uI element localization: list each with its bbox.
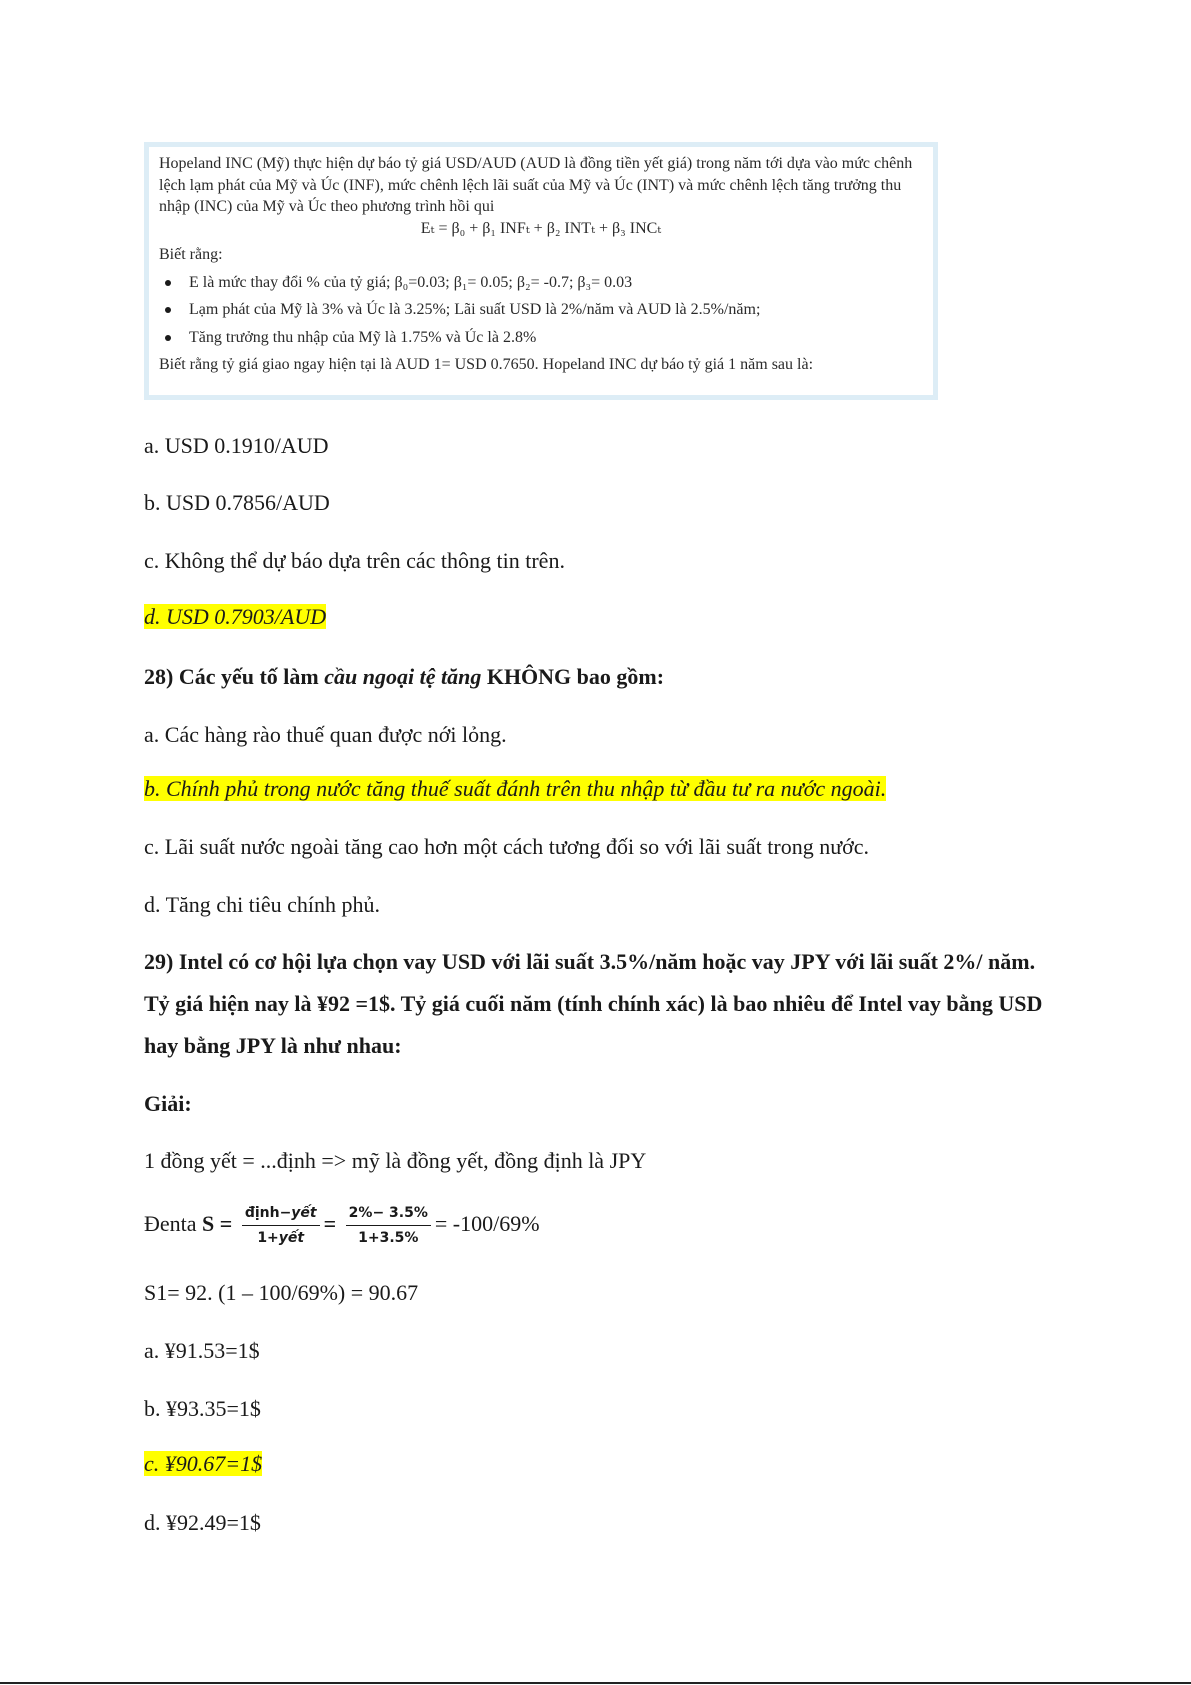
- num-part: −yết: [279, 1205, 317, 1222]
- question-27-closing: Biết rằng tỷ giá giao ngay hiện tại là AUD 1= USD 0.7650. Hopeland INC dự báo tỷ giá 1 năm sau là:: [159, 356, 814, 373]
- delta-prefix: Đenta: [144, 1211, 203, 1236]
- answer-highlight: d. USD 0.7903/AUD: [144, 604, 327, 629]
- q29-option-a: a. ¥91.53=1$: [144, 1338, 260, 1363]
- q29-option-d: d. ¥92.49=1$: [144, 1510, 261, 1535]
- given-text: Lạm phát của Mỹ là 3% và Úc là 3.25%; Lãi suất USD là 2%/năm và AUD là 2.5%/năm;: [189, 301, 761, 318]
- equals-sign: =: [323, 1211, 337, 1236]
- fraction-values: [346, 1204, 431, 1247]
- q28-text-italic: cầu ngoại tệ tăng: [324, 664, 482, 689]
- given-text: Tăng trưởng thu nhập của Mỹ là 1.75% và Úc là 2.8%: [189, 328, 537, 346]
- solution-label: Giải:: [144, 1091, 192, 1116]
- answer-highlight: b. Chính phủ trong nước tăng thuế suất đánh trên thu nhập từ đầu tư ra nước ngoài.: [144, 776, 887, 801]
- bullet-icon: [165, 307, 171, 313]
- solution-step-2: [144, 1199, 540, 1249]
- q28-option-b-answer: [144, 776, 886, 802]
- fraction-formula: [242, 1204, 320, 1247]
- q28-text-start: 28) Các yếu tố làm: [144, 664, 325, 689]
- question-28: [144, 664, 664, 690]
- q27-option-c: c. Không thể dự báo dựa trên các thông tin trên.: [144, 548, 565, 573]
- q27-option-b: b. USD 0.7856/AUD: [144, 490, 330, 515]
- q27-option-d-answer: [144, 604, 326, 630]
- bullet-icon: [165, 335, 171, 341]
- answer-highlight: c. ¥90.67=1$: [144, 1451, 263, 1476]
- question-27-intro: Hopeland INC (Mỹ) thực hiện dự báo tỷ giá USD/AUD (AUD là đồng tiền yết giá) trong năm tới dựa vào mức chênh lệch lạm phát của Mỹ và Úc (INF), mức chênh lệch lãi suất của Mỹ và Úc (INT) và mức chênh lệch tăng trưởng thu nhập (INC) của Mỹ và Úc theo phương trình hồi qui: [159, 155, 913, 215]
- delta-result: = -100/69%: [434, 1211, 540, 1236]
- given-item: [159, 272, 923, 294]
- s-label: S =: [202, 1211, 233, 1236]
- q27-option-a: a. USD 0.1910/AUD: [144, 433, 329, 458]
- fraction-denominator: 1+3.5%: [358, 1230, 419, 1247]
- q28-option-d: d. Tăng chi tiêu chính phủ.: [144, 892, 381, 917]
- regression-formula: Eₜ = β₀ + β₁ INFₜ + β₂ INTₜ + β₃ INCₜ: [420, 219, 662, 237]
- solution-step-1: 1 đồng yết = ...định => mỹ là đồng yết, đồng định là JPY: [144, 1148, 647, 1173]
- given-item: [159, 299, 923, 321]
- den-part: 1+: [257, 1230, 279, 1247]
- q28-text-end: KHÔNG bao gồm:: [481, 664, 665, 689]
- page-bottom-rule: [0, 1682, 1191, 1684]
- given-list: [159, 272, 923, 349]
- given-text: E là mức thay đổi % của tỷ giá; β₀=0.03; β₁= 0.05; β₂= -0.7; β₃= 0.03: [189, 273, 633, 291]
- q28-option-c: c. Lãi suất nước ngoài tăng cao hơn một cách tương đối so với lãi suất trong nước.: [144, 834, 870, 859]
- known-label: Biết rằng:: [159, 246, 223, 263]
- given-item: [159, 327, 923, 349]
- num-part: định: [244, 1205, 280, 1222]
- q28-option-a: a. Các hàng rào thuế quan được nới lỏng.: [144, 722, 507, 747]
- fraction-numerator: [242, 1204, 320, 1226]
- den-part: yết: [278, 1230, 305, 1247]
- question-27-image-box: [144, 142, 938, 400]
- fraction-denominator: [242, 1226, 320, 1247]
- fraction-numerator: 2%− 3.5%: [346, 1204, 431, 1226]
- solution-step-3: S1= 92. (1 – 100/69%) = 90.67: [144, 1280, 419, 1305]
- q29-option-c-answer: [144, 1451, 262, 1477]
- q29-option-b: b. ¥93.35=1$: [144, 1396, 261, 1421]
- bullet-icon: [165, 280, 171, 286]
- question-29: 29) Intel có cơ hội lựa chọn vay USD với lãi suất 3.5%/năm hoặc vay JPY với lãi suất 2%/ năm. Tỷ giá hiện nay là ¥92 =1$. Tỷ giá cuối năm (tính chính xác) là bao nhiêu để Intel vay bằng USD hay bằng JPY là như nhau:: [144, 949, 1043, 1058]
